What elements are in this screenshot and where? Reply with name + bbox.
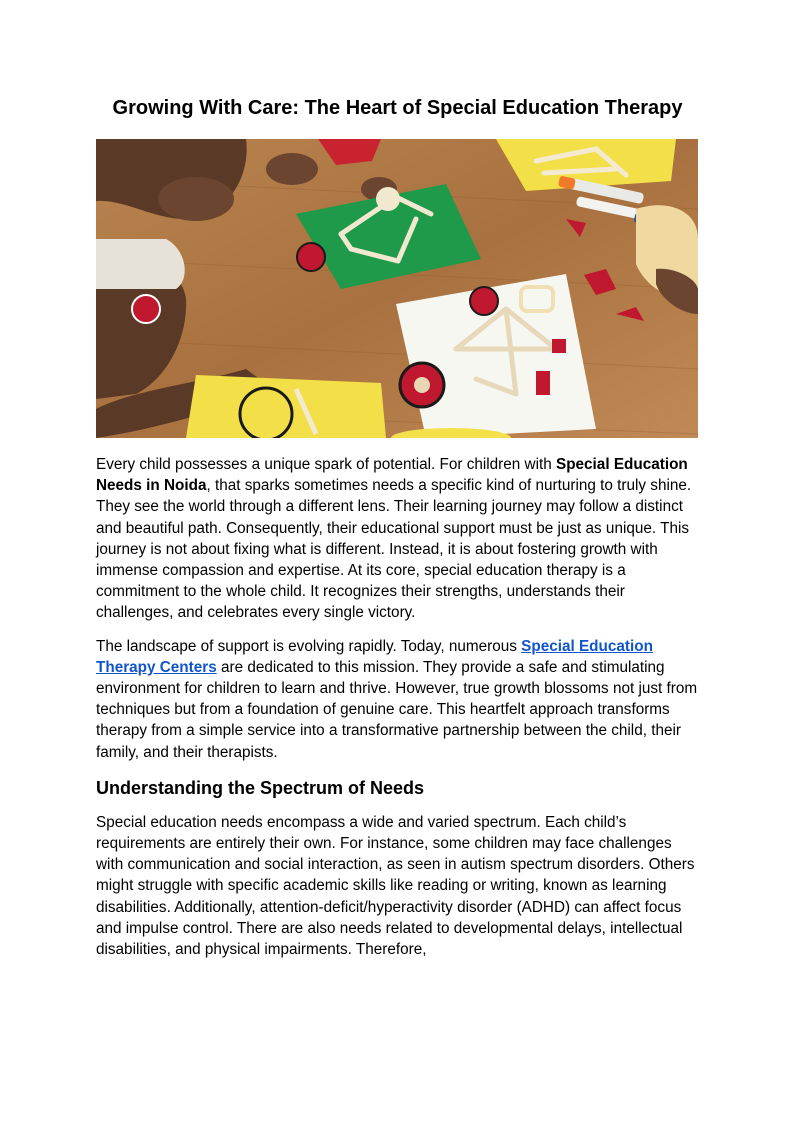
- spectrum-paragraph: Special education needs encompass a wide and varied spectrum. Each child’s requirements are entirely their own. For instance, some children may face challenges with communication and social interaction, as seen in autism spectrum disorders. Others might struggle with specific academic skills like reading or writing, known as learning disabilities. Additionally, attention-deficit/hyperactivity disorder (ADHD) can affect focus and impulse control. There are also needs related to developmental delays, intellectual disabilities, and physical impairments. Therefore,: [96, 813, 695, 959]
- craft-photo: [96, 139, 698, 438]
- intro-paragraph: [96, 454, 699, 624]
- paragraph-text: , that sparks sometimes needs a specific kind of nurturing to truly shine. They see the world through a different lens. Their learning journey may follow a distinct and beautiful path. Consequently, their educational support must be just as unique. This journey is not about fixing what is different. Instead, it is about fostering growth with immense compassion and expertise. At its core, special education therapy is a commitment to the whole child. It recognizes their strengths, understands their challenges, and celebrates every single victory.: [96, 477, 692, 622]
- paragraph-text: are dedicated to this mission. They provide a safe and stimulating environment for children to learn and thrive. However, true growth blossoms not just from techniques but from a foundation of genuine care. This heartfelt approach transforms therapy from a simple service into a transformative partnership between the child, their family, and their therapists.: [96, 658, 698, 761]
- document-page: [96, 0, 699, 960]
- paragraph-text: The landscape of support is evolving rapidly. Today, numerous: [96, 637, 522, 655]
- page-title: Growing With Care: The Heart of Special Education Therapy: [112, 97, 683, 119]
- paragraph-text: Every child possesses a unique spark of potential. For children with: [96, 456, 556, 473]
- bold-keyword: Special Education Needs in Noida: [96, 456, 688, 495]
- landscape-paragraph: [96, 636, 699, 763]
- therapy-centers-link[interactable]: Special Education Therapy Centers: [96, 637, 653, 676]
- section-heading: Understanding the Spectrum of Needs: [96, 777, 425, 798]
